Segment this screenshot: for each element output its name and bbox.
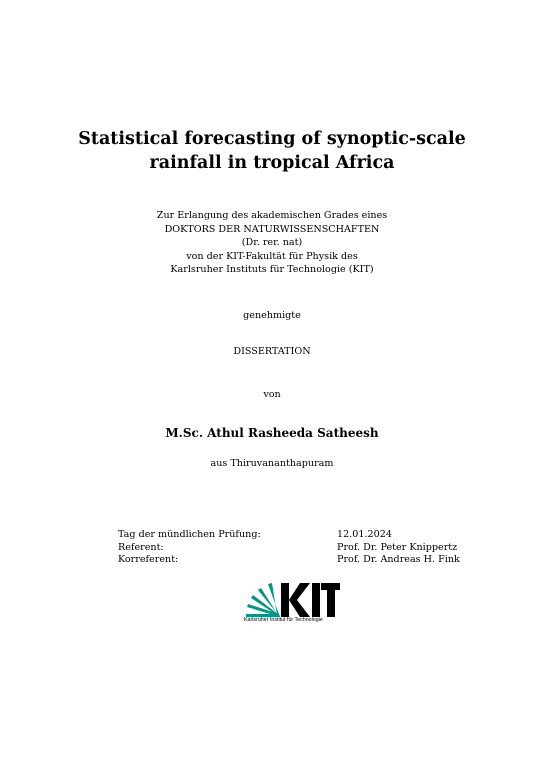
co-referee-value: Prof. Dr. Andreas H. Fink xyxy=(337,554,460,566)
thesis-title-line-2: rainfall in tropical Africa xyxy=(149,153,395,173)
thesis-title xyxy=(40,127,504,175)
kit-logo-graphic xyxy=(244,580,340,620)
thesis-title-line-1: Statistical forecasting of synoptic-scale xyxy=(78,129,466,149)
referee-value: Prof. Dr. Peter Knippertz xyxy=(337,541,458,553)
exam-date-row xyxy=(118,529,478,542)
approved-label: genehmigte xyxy=(243,310,301,321)
referee-label: Referent: xyxy=(118,541,164,553)
degree-line-2: DOKTORS DER NATURWISSENSCHAFTEN xyxy=(164,223,380,235)
degree-line-1: Zur Erlangung des akademischen Grades eines xyxy=(156,210,388,221)
co-referee-label: Korreferent: xyxy=(118,554,179,566)
referee-row xyxy=(118,542,478,555)
document-type: DISSERTATION xyxy=(233,346,311,357)
kit-logo-caption: Karlsruher Institut für Technologie xyxy=(244,617,323,623)
author-origin: aus Thiruvananthapuram xyxy=(210,458,334,469)
author-name: M.Sc. Athul Rasheeda Satheesh xyxy=(165,426,379,440)
by-label: von xyxy=(263,389,281,400)
degree-line-3: (Dr. rer. nat) xyxy=(241,237,303,249)
exam-date-label: Tag der mündlichen Prüfung: xyxy=(118,529,261,540)
co-referee-row xyxy=(118,554,478,567)
degree-statement xyxy=(40,209,504,277)
exam-date-value: 12.01.2024 xyxy=(337,529,392,540)
exam-details xyxy=(118,529,478,567)
degree-line-4: von der KIT-Fakultät für Physik des xyxy=(186,250,358,262)
degree-line-5: Karlsruher Instituts für Technologie (KIT) xyxy=(170,264,374,276)
